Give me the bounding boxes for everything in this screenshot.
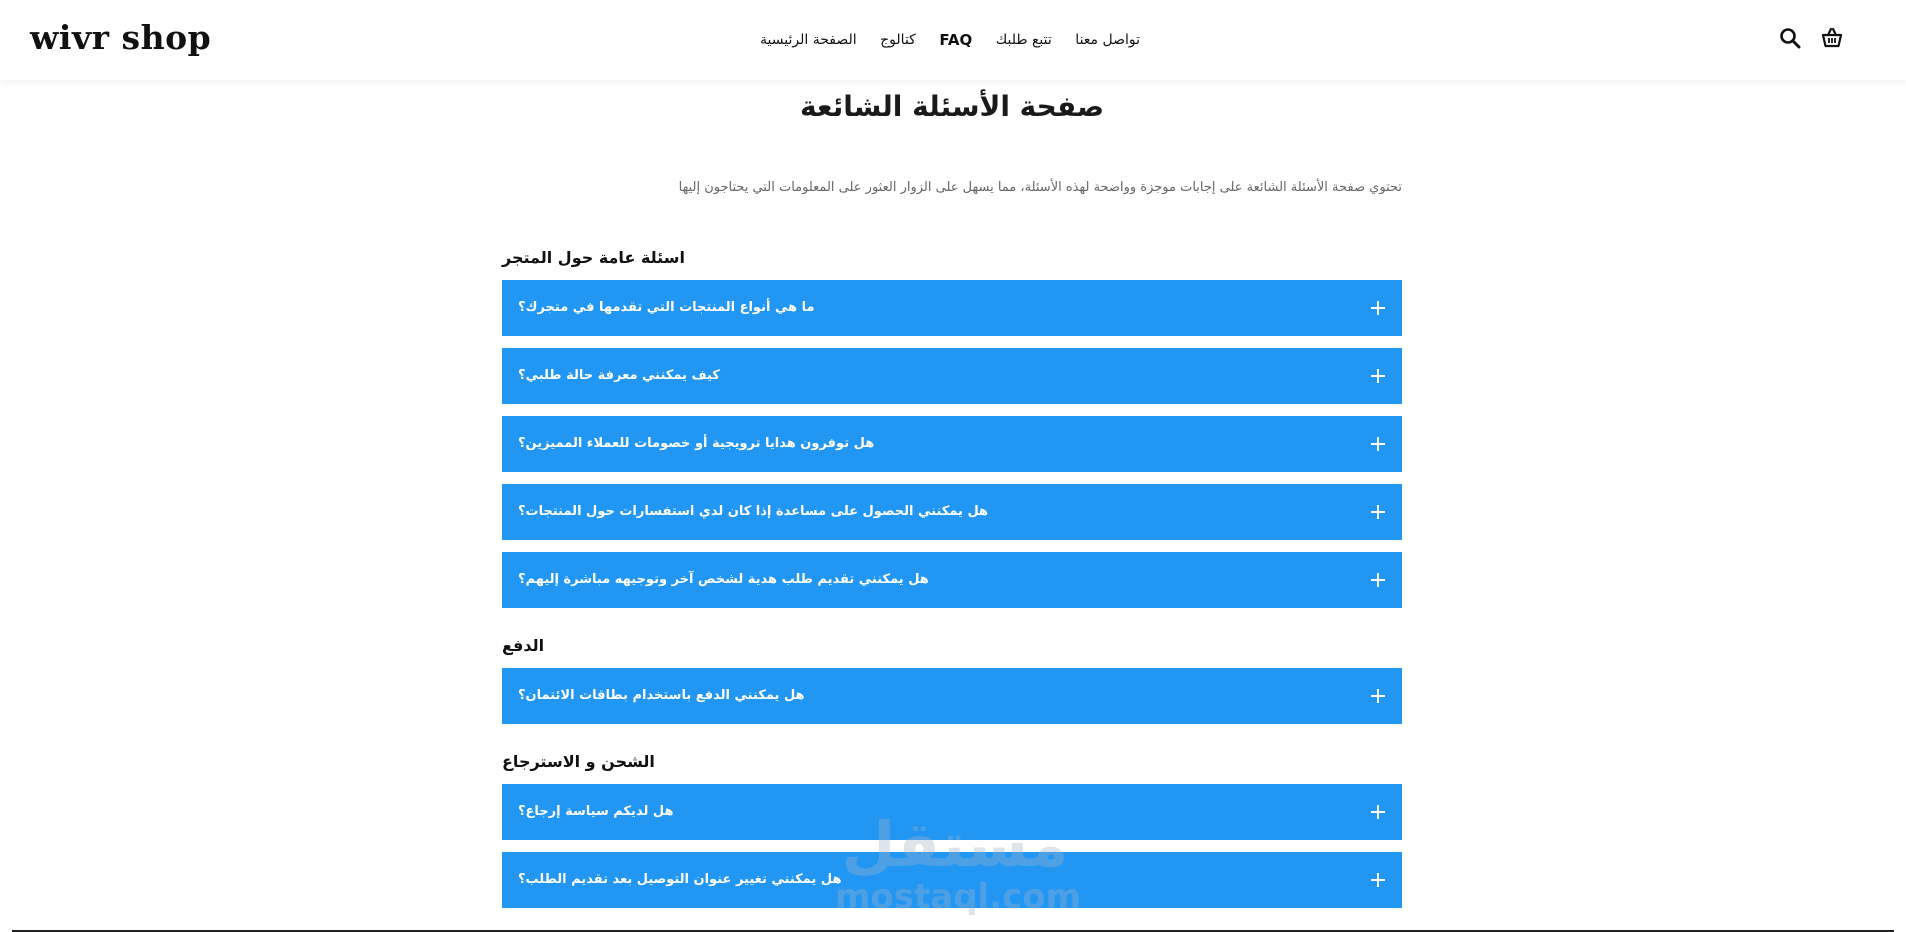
faq-item[interactable] <box>502 348 1402 404</box>
faq-item[interactable] <box>502 552 1402 608</box>
basket-icon[interactable] <box>1820 26 1844 50</box>
faq-question: كيف يمكنني معرفة حالة طلبي؟ <box>518 368 720 383</box>
main-nav <box>760 0 1140 80</box>
section-title-payment <box>502 636 1402 655</box>
faq-item[interactable] <box>502 280 1402 336</box>
faq-item[interactable] <box>502 852 1402 908</box>
plus-icon[interactable] <box>1368 298 1388 318</box>
page-title: صفحة الأسئلة الشائعة <box>799 90 1105 123</box>
nav-home[interactable]: الصفحة الرئيسية <box>760 32 857 48</box>
search-icon[interactable] <box>1778 26 1802 50</box>
plus-icon[interactable] <box>1368 366 1388 386</box>
watermark-arabic: مستقل <box>841 808 1069 881</box>
section-title-text: الدفع <box>502 636 545 655</box>
faq-question: هل لديكم سياسة إرجاع؟ <box>518 804 674 819</box>
nav-track-order[interactable]: تتبع طلبك <box>995 32 1052 48</box>
header-icons <box>1778 26 1844 50</box>
faq-question: هل يمكنني الحصول على مساعدة إذا كان لدي استفسارات حول المنتجات؟ <box>518 504 989 519</box>
intro-paragraph: تحتوي صفحة الأسئلة الشائعة على إجابات موجزة وواضحة لهذه الأسئلة، مما يسهل على الزوار العثور على المعلومات التي يحتاجون إليها <box>678 180 1402 195</box>
main-content <box>0 80 1906 932</box>
faq-item[interactable] <box>502 668 1402 724</box>
intro-text <box>502 180 1402 195</box>
faq-item[interactable] <box>502 416 1402 472</box>
nav-faq[interactable]: FAQ <box>939 31 973 49</box>
plus-icon[interactable] <box>1368 870 1388 890</box>
faq-question: هل يمكنني الدفع باستخدام بطاقات الائتمان؟ <box>518 688 805 703</box>
faq-question: هل يمكنني تقديم طلب هدية لشخص آخر وتوجيهه مباشرة إليهم؟ <box>518 572 929 587</box>
section-title-text: الشحن و الاسترجاع <box>502 752 655 771</box>
plus-icon[interactable] <box>1368 802 1388 822</box>
faq-item[interactable] <box>502 484 1402 540</box>
plus-icon[interactable] <box>1368 686 1388 706</box>
site-header <box>0 0 1906 80</box>
section-title-text: اسئلة عامة حول المتجر <box>502 248 685 267</box>
faq-question: هل يمكنني تغيير عنوان التوصيل بعد تقديم الطلب؟ <box>518 872 842 887</box>
watermark-latin: mostaql.com <box>835 877 1082 917</box>
section-title-general <box>502 248 1402 267</box>
nav-contact[interactable]: تواصل معنا <box>1075 32 1140 48</box>
plus-icon[interactable] <box>1368 502 1388 522</box>
faq-question: ما هي أنواع المنتجات التي تقدمها في متجرك؟ <box>518 300 815 315</box>
faq-question: هل توفرون هدايا ترويجية أو خصومات للعملاء المميزين؟ <box>518 436 875 451</box>
faq-item[interactable] <box>502 784 1402 840</box>
section-title-shipping <box>502 752 1402 771</box>
plus-icon[interactable] <box>1368 570 1388 590</box>
nav-catalog[interactable]: كتالوج <box>880 32 916 48</box>
plus-icon[interactable] <box>1368 434 1388 454</box>
brand-logo[interactable]: wivr shop <box>30 18 212 57</box>
